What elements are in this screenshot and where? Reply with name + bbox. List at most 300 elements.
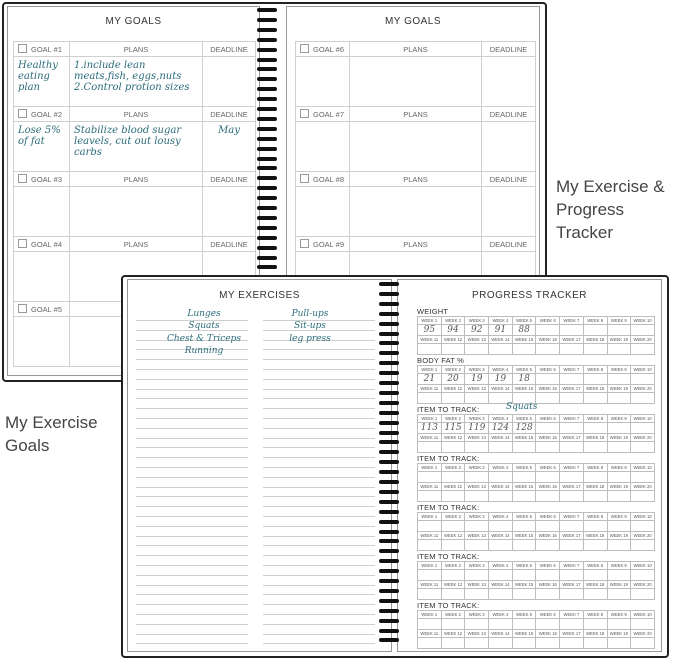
goal-checkbox[interactable] bbox=[18, 239, 27, 248]
deadline-text[interactable] bbox=[203, 57, 256, 107]
exercise-line bbox=[136, 516, 248, 517]
week-value-cell[interactable] bbox=[512, 540, 536, 551]
week-value-cell[interactable]: 113 bbox=[418, 423, 442, 434]
week-label: WEEK 5 bbox=[512, 611, 536, 619]
week-value-cell[interactable] bbox=[441, 521, 465, 532]
deadline-header: DEADLINE bbox=[203, 107, 256, 122]
week-label: WEEK 16 bbox=[536, 336, 560, 344]
exercise-line bbox=[136, 496, 248, 497]
week-label-row bbox=[418, 366, 655, 374]
goal-checkbox[interactable] bbox=[18, 174, 27, 183]
week-value-cell[interactable] bbox=[465, 619, 489, 630]
week-value-cell[interactable] bbox=[560, 589, 584, 600]
week-value-cell[interactable] bbox=[418, 491, 442, 502]
week-label-row bbox=[418, 562, 655, 570]
week-value-row bbox=[418, 619, 655, 630]
week-value-cell[interactable] bbox=[536, 521, 560, 532]
week-value-cell[interactable] bbox=[512, 589, 536, 600]
plans-text[interactable] bbox=[350, 122, 482, 172]
exercise-line bbox=[263, 487, 375, 488]
week-label-row bbox=[418, 336, 655, 344]
week-value-cell[interactable]: 20 bbox=[441, 374, 465, 385]
week-label: WEEK 2 bbox=[441, 611, 465, 619]
spiral-coil bbox=[257, 77, 277, 81]
spiral-coil bbox=[257, 107, 277, 111]
week-label: WEEK 10 bbox=[631, 464, 655, 472]
week-value-cell[interactable] bbox=[560, 619, 584, 630]
week-label: WEEK 7 bbox=[560, 464, 584, 472]
week-value-cell[interactable] bbox=[465, 570, 489, 581]
week-value-cell[interactable] bbox=[631, 442, 655, 453]
week-value-cell[interactable] bbox=[418, 344, 442, 355]
week-value-cell[interactable] bbox=[441, 344, 465, 355]
spiral-coil bbox=[379, 302, 399, 306]
week-value-cell[interactable] bbox=[607, 521, 631, 532]
week-value-cell[interactable] bbox=[560, 442, 584, 453]
week-value-cell[interactable] bbox=[607, 393, 631, 404]
week-label: WEEK 4 bbox=[489, 611, 513, 619]
spiral-coil bbox=[379, 322, 399, 326]
exercise-item[interactable]: Squats bbox=[188, 321, 220, 332]
week-label: WEEK 11 bbox=[418, 483, 442, 491]
exercise-line bbox=[136, 565, 248, 566]
exercise-line bbox=[136, 585, 248, 586]
spiral-coil bbox=[379, 539, 399, 543]
week-label: WEEK 11 bbox=[418, 336, 442, 344]
week-label: WEEK 20 bbox=[631, 336, 655, 344]
week-label: WEEK 3 bbox=[465, 513, 489, 521]
week-value-cell[interactable] bbox=[536, 589, 560, 600]
week-value-cell[interactable] bbox=[465, 442, 489, 453]
week-value-cell[interactable] bbox=[465, 393, 489, 404]
goal-text[interactable] bbox=[14, 187, 70, 237]
week-value-cell[interactable] bbox=[583, 442, 607, 453]
week-label: WEEK 20 bbox=[631, 385, 655, 393]
week-label: WEEK 5 bbox=[512, 513, 536, 521]
week-value-cell[interactable] bbox=[560, 540, 584, 551]
goal-checkbox[interactable] bbox=[18, 304, 27, 313]
week-value-cell[interactable] bbox=[583, 589, 607, 600]
week-label: WEEK 17 bbox=[560, 532, 584, 540]
week-value-cell[interactable] bbox=[583, 393, 607, 404]
week-value-cell[interactable] bbox=[631, 393, 655, 404]
week-label: WEEK 9 bbox=[607, 611, 631, 619]
week-value-cell[interactable] bbox=[536, 374, 560, 385]
exercise-line bbox=[136, 418, 248, 419]
week-label: WEEK 14 bbox=[489, 385, 513, 393]
week-label: WEEK 11 bbox=[418, 581, 442, 589]
exercise-line bbox=[263, 428, 375, 429]
week-value-cell[interactable] bbox=[607, 638, 631, 649]
week-value-cell[interactable] bbox=[441, 589, 465, 600]
week-label: WEEK 5 bbox=[512, 562, 536, 570]
week-label: WEEK 16 bbox=[536, 581, 560, 589]
week-label: WEEK 8 bbox=[583, 415, 607, 423]
spiral-coil bbox=[257, 48, 277, 52]
week-value-cell[interactable] bbox=[418, 442, 442, 453]
week-label: WEEK 7 bbox=[560, 415, 584, 423]
week-value-cell[interactable] bbox=[631, 491, 655, 502]
deadline-text[interactable] bbox=[482, 122, 536, 172]
spiral-coil bbox=[379, 549, 399, 553]
week-value-cell[interactable] bbox=[583, 325, 607, 336]
week-value-cell[interactable] bbox=[441, 393, 465, 404]
week-value-cell[interactable]: 19 bbox=[489, 374, 513, 385]
plans-text[interactable] bbox=[350, 57, 482, 107]
week-label: WEEK 19 bbox=[607, 483, 631, 491]
week-label: WEEK 12 bbox=[441, 630, 465, 638]
week-value-cell[interactable] bbox=[489, 442, 513, 453]
exercise-line bbox=[136, 408, 248, 409]
week-value-row bbox=[418, 325, 655, 336]
spiral-coil bbox=[257, 127, 277, 131]
week-value-cell[interactable] bbox=[489, 589, 513, 600]
week-value-cell[interactable] bbox=[560, 491, 584, 502]
week-value-cell[interactable]: 115 bbox=[441, 423, 465, 434]
week-value-cell[interactable] bbox=[631, 374, 655, 385]
deadline-text[interactable] bbox=[482, 57, 536, 107]
week-value-cell[interactable] bbox=[560, 344, 584, 355]
plans-text[interactable]: Stabilize blood sugar leavels, cut out lousy carbs bbox=[70, 122, 203, 172]
week-value-cell[interactable] bbox=[418, 638, 442, 649]
week-value-cell[interactable] bbox=[607, 423, 631, 434]
week-value-cell[interactable] bbox=[583, 423, 607, 434]
week-label: WEEK 2 bbox=[441, 317, 465, 325]
deadline-header: DEADLINE bbox=[203, 42, 256, 57]
goal-text[interactable] bbox=[14, 317, 70, 367]
week-value-cell[interactable] bbox=[560, 393, 584, 404]
week-label: WEEK 1 bbox=[418, 513, 442, 521]
week-value-cell[interactable] bbox=[465, 589, 489, 600]
week-value-cell[interactable]: 18 bbox=[512, 374, 536, 385]
week-value-cell[interactable]: 124 bbox=[489, 423, 513, 434]
goal-text[interactable] bbox=[296, 122, 350, 172]
spiral-coil bbox=[379, 609, 399, 613]
week-value-cell[interactable] bbox=[607, 570, 631, 581]
goal-label: GOAL #9 bbox=[313, 240, 344, 249]
week-value-cell[interactable] bbox=[631, 521, 655, 532]
week-value-cell[interactable] bbox=[583, 491, 607, 502]
exercise-item[interactable]: Running bbox=[184, 345, 224, 356]
week-label: WEEK 4 bbox=[489, 513, 513, 521]
spiral-coil bbox=[379, 282, 399, 286]
tracker-item-name[interactable]: Squats bbox=[506, 402, 538, 412]
week-value-cell[interactable] bbox=[489, 570, 513, 581]
goal-label-cell bbox=[14, 42, 70, 57]
goal-text[interactable] bbox=[296, 57, 350, 107]
week-value-cell[interactable]: 88 bbox=[512, 325, 536, 336]
week-label-row bbox=[418, 385, 655, 393]
week-value-cell[interactable] bbox=[631, 344, 655, 355]
week-value-cell[interactable] bbox=[418, 570, 442, 581]
week-label: WEEK 17 bbox=[560, 630, 584, 638]
week-value-cell[interactable] bbox=[583, 374, 607, 385]
week-value-cell[interactable]: 128 bbox=[512, 423, 536, 434]
week-value-cell[interactable] bbox=[583, 570, 607, 581]
plans-header: PLANS bbox=[350, 107, 482, 122]
week-value-cell[interactable] bbox=[631, 638, 655, 649]
week-value-cell[interactable] bbox=[583, 472, 607, 483]
spiral-coil bbox=[257, 236, 277, 240]
week-value-cell[interactable] bbox=[418, 472, 442, 483]
week-value-cell[interactable] bbox=[631, 570, 655, 581]
spiral-binding bbox=[257, 8, 277, 276]
tracker-week-table bbox=[417, 365, 655, 404]
spiral-coil bbox=[257, 216, 277, 220]
week-value-cell[interactable] bbox=[418, 393, 442, 404]
week-label: WEEK 12 bbox=[441, 483, 465, 491]
week-value-cell[interactable] bbox=[631, 589, 655, 600]
week-value-cell[interactable] bbox=[583, 344, 607, 355]
exercise-line bbox=[263, 536, 375, 537]
week-label: WEEK 6 bbox=[536, 415, 560, 423]
week-value-cell[interactable] bbox=[512, 521, 536, 532]
tracker-section-label: WEIGHT bbox=[417, 307, 449, 316]
week-value-cell[interactable] bbox=[536, 344, 560, 355]
week-value-cell[interactable] bbox=[560, 472, 584, 483]
goal-checkbox[interactable] bbox=[300, 44, 309, 53]
week-value-cell[interactable] bbox=[536, 472, 560, 483]
week-value-cell[interactable] bbox=[536, 442, 560, 453]
week-value-cell[interactable] bbox=[489, 540, 513, 551]
week-value-cell[interactable] bbox=[536, 540, 560, 551]
week-value-cell[interactable] bbox=[465, 638, 489, 649]
exercise-line bbox=[263, 585, 375, 586]
plans-header: PLANS bbox=[350, 42, 482, 57]
deadline-text[interactable] bbox=[203, 187, 256, 237]
week-value-cell[interactable] bbox=[536, 570, 560, 581]
week-value-cell[interactable] bbox=[441, 540, 465, 551]
week-value-cell[interactable] bbox=[560, 374, 584, 385]
exercise-line bbox=[263, 408, 375, 409]
week-value-cell[interactable]: 21 bbox=[418, 374, 442, 385]
spiral-coil bbox=[257, 246, 277, 250]
goal-header-row bbox=[14, 237, 256, 252]
week-value-cell[interactable] bbox=[465, 491, 489, 502]
week-value-cell[interactable]: 94 bbox=[441, 325, 465, 336]
spiral-coil bbox=[257, 157, 277, 161]
week-label: WEEK 18 bbox=[583, 385, 607, 393]
week-value-cell[interactable]: 91 bbox=[489, 325, 513, 336]
week-value-cell[interactable] bbox=[583, 619, 607, 630]
exercise-line bbox=[136, 506, 248, 507]
exercise-line bbox=[136, 643, 248, 644]
week-value-cell[interactable] bbox=[607, 374, 631, 385]
week-value-cell[interactable] bbox=[560, 521, 584, 532]
week-label: WEEK 20 bbox=[631, 630, 655, 638]
week-value-cell[interactable] bbox=[441, 570, 465, 581]
week-value-cell[interactable] bbox=[536, 393, 560, 404]
goal-text[interactable]: Lose 5% of fat bbox=[14, 122, 70, 172]
plans-text[interactable] bbox=[350, 187, 482, 237]
week-value-cell[interactable] bbox=[607, 344, 631, 355]
week-value-cell[interactable] bbox=[489, 619, 513, 630]
week-label: WEEK 20 bbox=[631, 532, 655, 540]
spiral-coil bbox=[379, 619, 399, 623]
week-value-cell[interactable] bbox=[489, 638, 513, 649]
tracker-week-table bbox=[417, 463, 655, 502]
goal-text[interactable] bbox=[296, 187, 350, 237]
week-label: WEEK 17 bbox=[560, 385, 584, 393]
week-label: WEEK 13 bbox=[465, 385, 489, 393]
goal-checkbox[interactable] bbox=[18, 109, 27, 118]
goal-checkbox[interactable] bbox=[300, 109, 309, 118]
spiral-binding bbox=[379, 282, 399, 650]
week-label: WEEK 11 bbox=[418, 630, 442, 638]
week-value-cell[interactable] bbox=[607, 540, 631, 551]
week-value-cell[interactable] bbox=[441, 442, 465, 453]
goal-text[interactable]: Healthy eating plan bbox=[14, 57, 70, 107]
week-label: WEEK 9 bbox=[607, 464, 631, 472]
week-value-cell[interactable]: 92 bbox=[465, 325, 489, 336]
exercise-item[interactable]: Chest & Triceps bbox=[167, 333, 241, 344]
week-label: WEEK 11 bbox=[418, 434, 442, 442]
plans-text[interactable] bbox=[70, 187, 203, 237]
page-title: MY GOALS bbox=[384, 16, 442, 27]
week-label-row bbox=[418, 532, 655, 540]
week-value-cell[interactable] bbox=[536, 619, 560, 630]
exercise-item[interactable]: Sit-ups bbox=[294, 321, 326, 332]
week-label-row bbox=[418, 630, 655, 638]
week-value-cell[interactable]: 95 bbox=[418, 325, 442, 336]
goal-checkbox[interactable] bbox=[18, 44, 27, 53]
week-value-cell[interactable] bbox=[631, 325, 655, 336]
week-value-cell[interactable] bbox=[465, 344, 489, 355]
week-value-cell[interactable] bbox=[607, 442, 631, 453]
week-value-cell[interactable] bbox=[489, 521, 513, 532]
week-value-cell[interactable] bbox=[536, 491, 560, 502]
week-value-cell[interactable] bbox=[512, 570, 536, 581]
exercise-line bbox=[136, 428, 248, 429]
week-value-cell[interactable] bbox=[441, 619, 465, 630]
goal-text[interactable] bbox=[14, 252, 70, 302]
week-value-cell[interactable] bbox=[536, 325, 560, 336]
week-value-cell[interactable] bbox=[560, 423, 584, 434]
week-label: WEEK 3 bbox=[465, 562, 489, 570]
week-value-cell[interactable] bbox=[631, 540, 655, 551]
week-label: WEEK 9 bbox=[607, 513, 631, 521]
week-label: WEEK 5 bbox=[512, 415, 536, 423]
week-value-cell[interactable] bbox=[560, 570, 584, 581]
week-value-cell[interactable] bbox=[465, 472, 489, 483]
week-value-cell[interactable] bbox=[631, 619, 655, 630]
week-label: WEEK 14 bbox=[489, 532, 513, 540]
page-title: PROGRESS TRACKER bbox=[471, 290, 588, 301]
goal-label-cell bbox=[14, 302, 70, 317]
page-title: MY EXERCISES bbox=[219, 290, 300, 301]
deadline-text[interactable]: May bbox=[203, 122, 256, 172]
plans-text[interactable]: 1.include lean meats,fish, eggs,nuts 2.Control protion sizes bbox=[70, 57, 203, 107]
exercise-line bbox=[263, 477, 375, 478]
week-label: WEEK 1 bbox=[418, 464, 442, 472]
exercise-item[interactable]: Pull-ups bbox=[291, 309, 329, 319]
week-value-cell[interactable] bbox=[512, 344, 536, 355]
week-label: WEEK 18 bbox=[583, 483, 607, 491]
spiral-coil bbox=[257, 137, 277, 141]
tracker-section-label: ITEM TO TRACK: bbox=[417, 503, 480, 512]
week-label-row bbox=[418, 513, 655, 521]
spiral-coil bbox=[257, 58, 277, 62]
week-value-cell[interactable] bbox=[418, 619, 442, 630]
week-value-cell[interactable] bbox=[560, 638, 584, 649]
week-label: WEEK 17 bbox=[560, 581, 584, 589]
week-value-cell[interactable] bbox=[465, 540, 489, 551]
week-value-cell[interactable] bbox=[512, 638, 536, 649]
week-label: WEEK 15 bbox=[512, 581, 536, 589]
exercise-item[interactable]: Lunges bbox=[187, 309, 221, 319]
goal-body-row bbox=[296, 187, 536, 237]
week-value-cell[interactable] bbox=[489, 491, 513, 502]
week-value-cell[interactable]: 119 bbox=[465, 423, 489, 434]
week-label: WEEK 15 bbox=[512, 532, 536, 540]
week-value-cell[interactable] bbox=[583, 521, 607, 532]
week-value-cell[interactable] bbox=[583, 540, 607, 551]
spiral-coil bbox=[257, 18, 277, 22]
week-value-cell[interactable] bbox=[418, 589, 442, 600]
spiral-coil bbox=[379, 411, 399, 415]
week-value-cell[interactable] bbox=[418, 521, 442, 532]
week-value-cell[interactable] bbox=[512, 472, 536, 483]
week-label-row bbox=[418, 317, 655, 325]
week-value-cell[interactable] bbox=[536, 423, 560, 434]
week-label: WEEK 4 bbox=[489, 464, 513, 472]
week-label: WEEK 7 bbox=[560, 317, 584, 325]
week-value-row bbox=[418, 521, 655, 532]
week-label: WEEK 8 bbox=[583, 317, 607, 325]
week-value-cell[interactable] bbox=[441, 491, 465, 502]
exercise-line bbox=[263, 379, 375, 380]
week-value-cell[interactable] bbox=[512, 442, 536, 453]
week-value-cell[interactable] bbox=[607, 325, 631, 336]
week-value-cell[interactable] bbox=[441, 638, 465, 649]
week-value-cell[interactable] bbox=[631, 423, 655, 434]
deadline-text[interactable] bbox=[482, 187, 536, 237]
plans-header: PLANS bbox=[70, 42, 203, 57]
week-value-cell[interactable] bbox=[607, 491, 631, 502]
week-label: WEEK 20 bbox=[631, 434, 655, 442]
week-label: WEEK 17 bbox=[560, 434, 584, 442]
week-value-cell[interactable] bbox=[512, 619, 536, 630]
week-value-cell[interactable] bbox=[465, 521, 489, 532]
spiral-coil bbox=[379, 361, 399, 365]
exercise-item[interactable]: leg press bbox=[289, 333, 331, 344]
week-label-row bbox=[418, 434, 655, 442]
week-value-cell[interactable] bbox=[489, 472, 513, 483]
tracker-section-label: BODY FAT % bbox=[417, 356, 465, 365]
week-label: WEEK 12 bbox=[441, 434, 465, 442]
week-value-cell[interactable] bbox=[607, 472, 631, 483]
exercise-line bbox=[263, 447, 375, 448]
week-label: WEEK 18 bbox=[583, 336, 607, 344]
week-value-cell[interactable] bbox=[536, 638, 560, 649]
goal-checkbox[interactable] bbox=[300, 174, 309, 183]
exercise-line bbox=[136, 634, 248, 635]
week-value-cell[interactable] bbox=[583, 638, 607, 649]
week-value-cell[interactable]: 19 bbox=[465, 374, 489, 385]
week-value-cell[interactable] bbox=[560, 325, 584, 336]
week-value-cell[interactable] bbox=[607, 589, 631, 600]
week-value-cell[interactable] bbox=[512, 491, 536, 502]
week-value-cell[interactable] bbox=[418, 540, 442, 551]
week-value-cell[interactable] bbox=[607, 619, 631, 630]
page-title: MY GOALS bbox=[105, 16, 162, 27]
week-value-cell[interactable] bbox=[441, 472, 465, 483]
week-label: WEEK 16 bbox=[536, 532, 560, 540]
spiral-coil bbox=[379, 351, 399, 355]
week-value-cell[interactable] bbox=[631, 472, 655, 483]
week-value-cell[interactable] bbox=[489, 344, 513, 355]
goal-checkbox[interactable] bbox=[300, 239, 309, 248]
